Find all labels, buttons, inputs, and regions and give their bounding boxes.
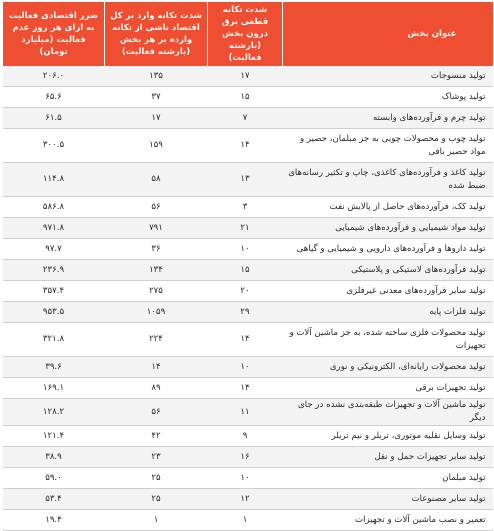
table-row — [3, 87, 493, 108]
cell-sector-name: تولید مواد شیمیایی و فرآورده‌های شیمیایی — [283, 218, 493, 239]
cell-economy-shock: ۲۳ — [105, 447, 208, 468]
cell-sector-name: تولید پوشاک — [283, 87, 493, 108]
cell-daily-loss: ۹۷۱.۸ — [3, 218, 105, 239]
cell-daily-loss: ۳۸.۹ — [3, 447, 105, 468]
cell-direct-shock: ۲۱ — [208, 218, 283, 239]
cell-daily-loss: ۹۵۳.۵ — [3, 302, 105, 323]
cell-direct-shock: ۱۴ — [208, 129, 283, 163]
cell-daily-loss: ۳۲۱.۸ — [3, 323, 105, 357]
cell-economy-shock: ۵۶ — [105, 399, 208, 426]
table-row — [3, 281, 493, 302]
cell-direct-shock: ۱۰ — [208, 468, 283, 489]
cell-economy-shock: ۳۶ — [105, 239, 208, 260]
cell-daily-loss: ۱۲۸.۲ — [3, 399, 105, 426]
cell-sector-name: تولید فرآورده‌های لاستیکی و پلاستیکی — [283, 260, 493, 281]
cell-economy-shock: ۱۳۵ — [105, 66, 208, 87]
cell-sector-name: تولید سایر مصنوعات — [283, 489, 493, 510]
cell-economy-shock: ۴۲ — [105, 426, 208, 447]
cell-sector-name: تولید چوب و محصولات چوبی به جز مبلمان، حصیر و مواد حصیر بافی — [283, 129, 493, 163]
table-row — [3, 426, 493, 447]
cell-direct-shock: ۱۵ — [208, 260, 283, 281]
cell-direct-shock: ۱۳ — [208, 163, 283, 197]
header-sector-name: عنوان بخش — [283, 2, 493, 66]
sector-outage-table — [2, 2, 493, 531]
table-row — [3, 447, 493, 468]
header-daily-loss: ضرر اقتصادی فعالیت به ازای هر روز عدم فعالیت (میلیارد تومان) — [3, 2, 105, 66]
cell-sector-name: تولید فلزات پایه — [283, 302, 493, 323]
cell-direct-shock: ۱۵ — [208, 87, 283, 108]
table-row — [3, 239, 493, 260]
cell-direct-shock: ۳ — [208, 197, 283, 218]
table-row — [3, 399, 493, 426]
cell-daily-loss: ۳۵۷.۴ — [3, 281, 105, 302]
cell-daily-loss: ۱۶۹.۱ — [3, 378, 105, 399]
cell-daily-loss: ۱۹.۴ — [3, 510, 105, 531]
cell-direct-shock: ۹ — [208, 426, 283, 447]
cell-direct-shock: ۱۷ — [208, 66, 283, 87]
cell-daily-loss: ۹۷.۷ — [3, 239, 105, 260]
cell-economy-shock: ۷۹۱ — [105, 218, 208, 239]
cell-daily-loss: ۵۹.۰ — [3, 468, 105, 489]
table-row — [3, 163, 493, 197]
cell-economy-shock: ۲۵ — [105, 489, 208, 510]
header-economy-shock: شدت تکانه وارد بر کل اقتصاد ناشی از تکانه وارده بر هر بخش (بارشته فعالیت) — [105, 2, 208, 66]
cell-sector-name: تولید چرم و فرآورده‌های وابسته — [283, 108, 493, 129]
cell-daily-loss: ۶۵.۶ — [3, 87, 105, 108]
cell-direct-shock: ۱۴ — [208, 378, 283, 399]
cell-economy-shock: ۵۸ — [105, 163, 208, 197]
cell-sector-name: تعمیر و نصب ماشین آلات و تجهیزات — [283, 510, 493, 531]
cell-economy-shock: ۵۶ — [105, 197, 208, 218]
table-row — [3, 66, 493, 87]
cell-direct-shock: ۱۴ — [208, 323, 283, 357]
cell-daily-loss: ۶۱.۵ — [3, 108, 105, 129]
table-row — [3, 323, 493, 357]
cell-sector-name: تولید داروها و فرآورده‌های دارویی و شیمیایی و گیاهی — [283, 239, 493, 260]
cell-sector-name: تولید کاغذ و فرآورده‌های کاغذی، چاپ و تکثیر رسانه‌های ضبط شده — [283, 163, 493, 197]
table-row — [3, 468, 493, 489]
cell-daily-loss: ۵۳.۴ — [3, 489, 105, 510]
table-row — [3, 218, 493, 239]
table-header-row — [3, 2, 493, 66]
cell-economy-shock: ۱۷ — [105, 108, 208, 129]
cell-direct-shock: ۱ — [208, 510, 283, 531]
cell-sector-name: تولید سایر فرآورده‌های معدنی غیرفلزی — [283, 281, 493, 302]
cell-economy-shock: ۱ — [105, 510, 208, 531]
cell-sector-name: تولید محصولات رایانه‌ای، الکترونیکی و نوری — [283, 357, 493, 378]
cell-economy-shock: ۱۳۴ — [105, 260, 208, 281]
cell-sector-name: تولید سایر تجهیزات حمل و نقل — [283, 447, 493, 468]
cell-daily-loss: ۳۹.۶ — [3, 357, 105, 378]
cell-economy-shock: ۳۷ — [105, 87, 208, 108]
cell-direct-shock: ۲۹ — [208, 302, 283, 323]
cell-daily-loss: ۵۸۶.۸ — [3, 197, 105, 218]
cell-sector-name: تولید وسایل نقلیه موتوری، تریلر و نیم تریلر — [283, 426, 493, 447]
cell-daily-loss: ۱۲۱.۴ — [3, 426, 105, 447]
cell-direct-shock: ۷ — [208, 108, 283, 129]
cell-daily-loss: ۲۳۶.۹ — [3, 260, 105, 281]
cell-direct-shock: ۱۰ — [208, 239, 283, 260]
cell-economy-shock: ۱۰۵۹ — [105, 302, 208, 323]
cell-sector-name: تولید مبلمان — [283, 468, 493, 489]
cell-sector-name: تولید محصولات فلزی ساخته شده، به جز ماشین آلات و تجهیزات — [283, 323, 493, 357]
cell-sector-name: تولید تجهیزات برقی — [283, 378, 493, 399]
table-row — [3, 129, 493, 163]
cell-economy-shock: ۲۵ — [105, 468, 208, 489]
cell-economy-shock: ۲۲۴ — [105, 323, 208, 357]
cell-sector-name: تولید منسوجات — [283, 66, 493, 87]
table-row — [3, 357, 493, 378]
table-row — [3, 302, 493, 323]
cell-direct-shock: ۱۶ — [208, 447, 283, 468]
sector-table-container — [2, 2, 492, 531]
cell-economy-shock: ۱۴ — [105, 357, 208, 378]
cell-economy-shock: ۲۷۵ — [105, 281, 208, 302]
cell-sector-name: تولید ماشین آلات و تجهیزات طبقه‌بندی نشده در جای دیگر — [283, 399, 493, 426]
table-row — [3, 108, 493, 129]
cell-daily-loss: ۱۱۴.۸ — [3, 163, 105, 197]
table-row — [3, 378, 493, 399]
cell-economy-shock: ۱۵۹ — [105, 129, 208, 163]
table-row — [3, 489, 493, 510]
cell-economy-shock: ۸۹ — [105, 378, 208, 399]
cell-daily-loss: ۳۰۰.۵ — [3, 129, 105, 163]
header-direct-shock: شدت تکانه قطعی برق درون بخش (بارشته فعالیت) — [208, 2, 283, 66]
table-row — [3, 510, 493, 531]
cell-direct-shock: ۱۰ — [208, 357, 283, 378]
cell-direct-shock: ۱۱ — [208, 399, 283, 426]
table-row — [3, 197, 493, 218]
cell-direct-shock: ۱۲ — [208, 489, 283, 510]
cell-sector-name: تولید کک، فرآورده‌های حاصل از پالایش نفت — [283, 197, 493, 218]
cell-direct-shock: ۲۰ — [208, 281, 283, 302]
table-row — [3, 260, 493, 281]
cell-daily-loss: ۲۰۶.۰ — [3, 66, 105, 87]
